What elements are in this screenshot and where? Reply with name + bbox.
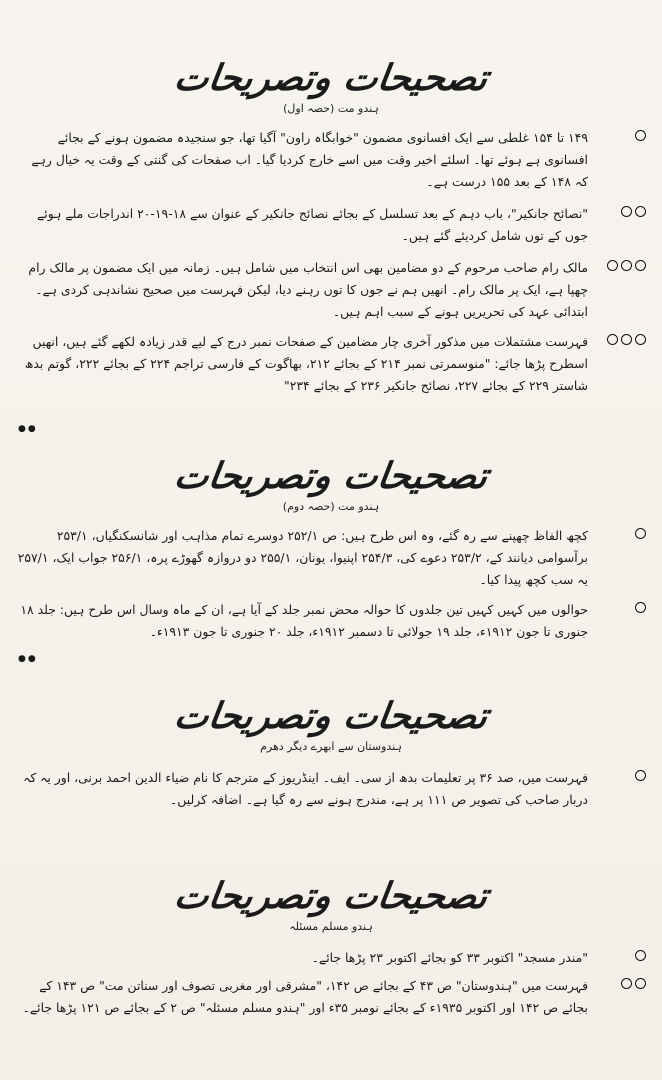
note-entry: [16, 331, 646, 397]
end-dots-icon: [18, 416, 38, 435]
circle-markers-icon: [592, 260, 646, 271]
note-text: "مندر مسجد" اکتوبر ۳۳ کو بجائے اکتوبر ۲۳ پڑھا جائے۔: [311, 950, 588, 965]
note-entry: [16, 975, 646, 1019]
circle-markers-icon: [592, 206, 646, 217]
circle-markers-icon: [592, 770, 646, 781]
note-entry: [16, 257, 646, 323]
note-text: فہرست میں، صد ۳۶ پر تعلیمات بدھ از سی۔ ایف۔ اینڈریوز کے مترجم کا نام ضیاء الدین احمد برنی، اور یہ کہ دربار صاحب کی تصویر ص ۱۱۱ پر ہے، مندرج ہونے سے رہ گیا ہے۔ اضافہ کرلیں۔: [23, 770, 588, 807]
circle-markers-icon: [592, 334, 646, 345]
section-subheading: ہندو مسلم مسئلہ: [289, 920, 373, 933]
circle-markers-icon: [592, 602, 646, 613]
note-entry: [16, 203, 646, 247]
section-heading: تصحیحات وتصریحات: [171, 455, 491, 497]
section-subheading: ہندو مت (حصہ اول): [283, 102, 379, 115]
section-subheading: ہندوستان سے ابھرے دیگر دھرم: [260, 740, 402, 753]
note-text: کچھ الفاظ چھپنے سے رہ گئے، وہ اس طرح ہیں: ص ۲۵۲/۱ دوسرے تمام مذاہب اور شانسکنگیاں، ۲۵۳/۱ برآسوامی دیانند کے، ۲۵۳/۲ دعوے کی، ۲۵۴/۳ اپنیوا، یونان، ۲۵۵/۱ دو دروازہ گھوڑے پرہ، ۲۵۶/۱ جواب ایک، ۲۵۷/۱ یہ سب کچھ پیدا کیا۔: [17, 528, 588, 587]
section-subheading: ہندو مت (حصہ دوم): [282, 500, 380, 513]
note-entry: [16, 127, 646, 193]
section-other-religions: [0, 696, 662, 811]
note-entry: [16, 767, 646, 811]
note-entry: [16, 525, 646, 591]
note-entry: [16, 599, 646, 643]
circle-markers-icon: [592, 130, 646, 141]
note-text: "نصائح جانکیر"، باب دہم کے بعد تسلسل کے بجائے نصائح جانکیر کے عنوان سے ۱۸-۱۹-۲۰ اندراجات ملے ہوئے جوں کے توں شامل کردیئے گئے ہیں۔: [37, 206, 588, 243]
section-hindu-muslim-issue: [0, 876, 662, 1019]
note-text: مالک رام صاحب مرحوم کے دو مضامین بھی اس انتخاب میں شامل ہیں۔ زمانہ میں ایک مضمون پر مالک رام چھپا ہے، ایک پر مالک رام۔ انھیں ہم نے جوں کا توں رہنے دیا، لیکن فہرست میں صحیح نشاندہی کردی ہے۔ ابتدائی عہد کی تحریریں ہونے کے سبب اہم ہیں۔: [28, 260, 588, 319]
end-dots-icon: [18, 646, 38, 665]
note-text: فہرست میں "ہندوستان" ص ۴۳ کے بجائے ص ۱۴۲، "مشرقی اور مغربی تصوف اور سناتن مت" ص ۱۴۳ کے بجائے ص ۱۴۲ اور اکتوبر ۱۹۳۵ء کے بجائے نومبر ۳۵ء اور "ہندو مسلم مسئلہ" ص ۲ کے بجائے ص ۱۲۱ پڑھا جائے۔: [22, 978, 588, 1015]
section-heading: تصحیحات وتصریحات: [171, 695, 491, 737]
note-text: فہرست مشتملات میں مذکور آخری چار مضامین کے صفحات نمبر درج کے لیے قدر زیادہ لکھے گئے ہیں، انھیں اسطرح پڑھا جائے: "منوسمرتی نمبر ۲۱۴ کے بجائے ۲۱۲، بھاگوت کے فارسی تراجم ۲۲۴ کے بجائے ۲۲۲، گوتم بدھ شاستر ۲۲۹ کے بجائے ۲۲۷، نصائح جانکیر ۲۳۶ کے بجائے ۲۳۴": [24, 334, 588, 393]
note-text: حوالوں میں کہیں کہیں تین جلدوں کا حوالہ محض نمبر جلد کے آیا ہے، ان کے ماہ وسال اس طرح ہیں: جلد ۱۸ جنوری تا جون ۱۹۱۲ء، جلد ۱۹ جولائی تا دسمبر ۱۹۱۲ء، جلد ۲۰ جنوری تا جون ۱۹۱۳ء۔: [20, 602, 588, 639]
note-text: ۱۴۹ تا ۱۵۴ غلطی سے ایک افسانوی مضمون "خوابگاہ راون" آگیا تھا، جو سنجیدہ مضمون ہونے کے بجائے افسانوی ہے ہوئے تھا۔ اسلئے اخیر وقت میں اسے خارج کردیا گیا۔ اب صفحات کی گنتی کے وقت یہ خیال رہے کہ ۱۴۸ کے بعد ۱۵۵ درست ہے۔: [31, 130, 588, 189]
section-hindu-mat-part-2: [0, 456, 662, 643]
circle-markers-icon: [592, 950, 646, 961]
circle-markers-icon: [592, 978, 646, 989]
circle-markers-icon: [592, 528, 646, 539]
note-entry: [16, 947, 646, 969]
section-heading: تصحیحات وتصریحات: [171, 57, 491, 99]
section-heading: تصحیحات وتصریحات: [171, 875, 491, 917]
section-hindu-mat-part-1: [0, 58, 662, 397]
